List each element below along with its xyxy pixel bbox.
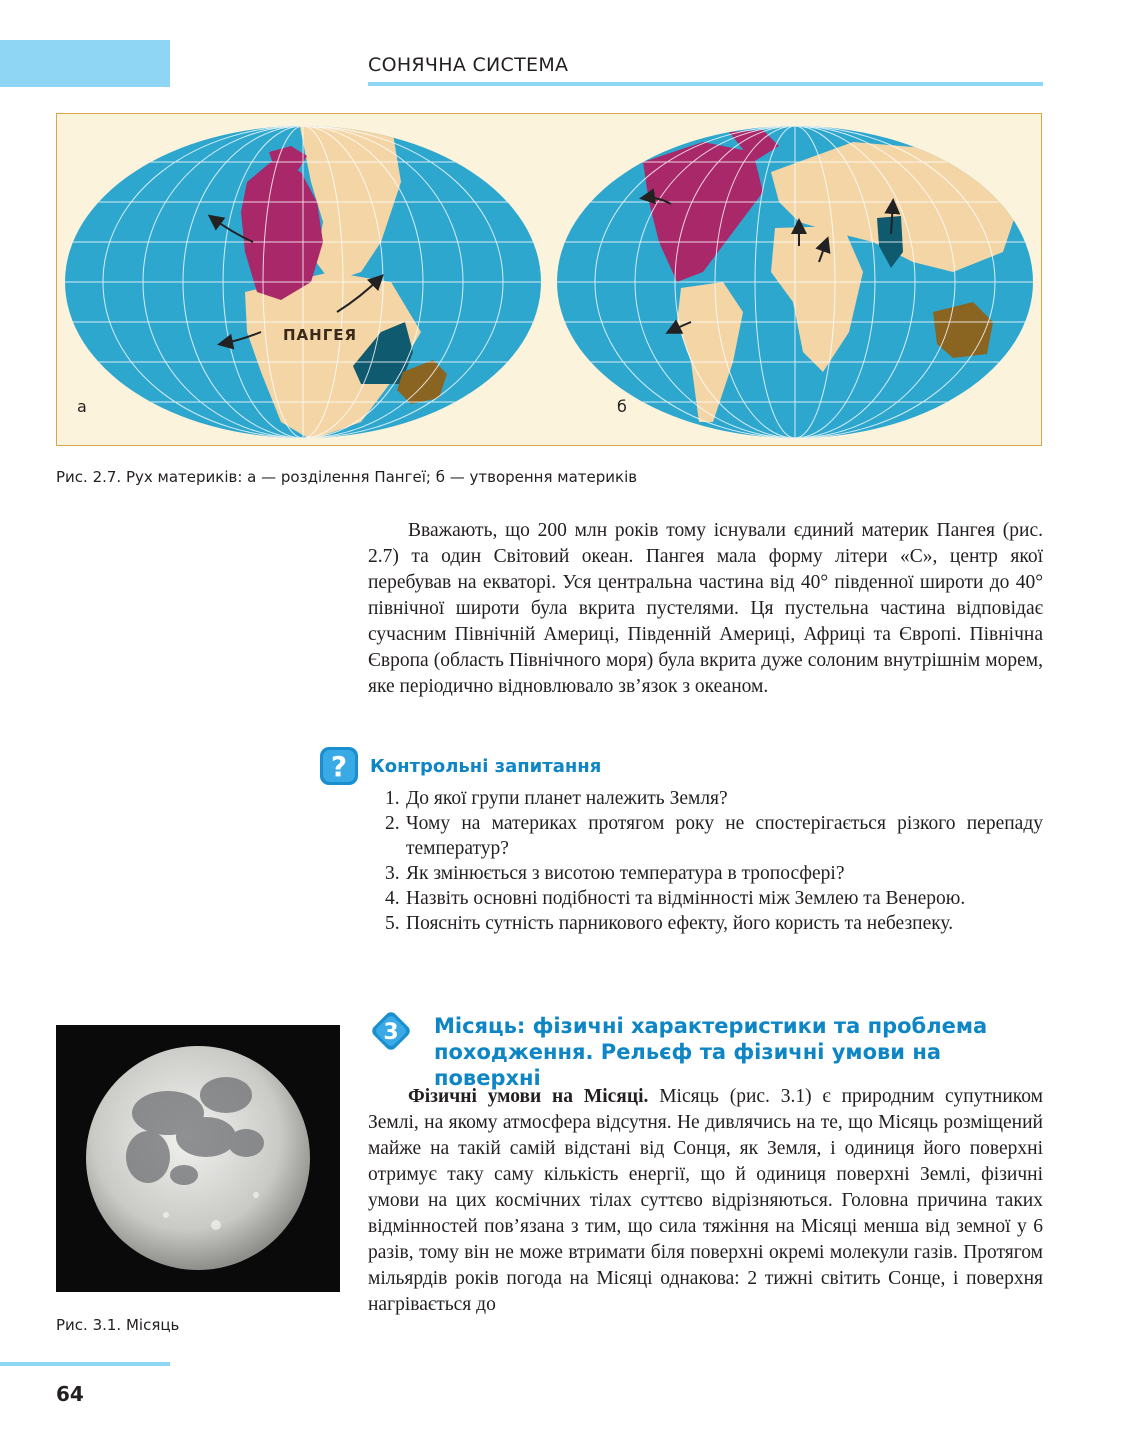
figure-2-7-caption: Рис. 2.7. Рух материків: а — розділення Пангеї; б — утворення материків — [56, 468, 638, 486]
question-item: 2. Чому на материках протягом року не спостерігається різкого перепаду температур? — [385, 813, 1043, 859]
section-title-line: Місяць: фізичні характеристики та проблема — [434, 1014, 988, 1038]
section-number-badge — [368, 1008, 414, 1054]
moon-photo — [56, 1025, 340, 1292]
pangea-map — [61, 122, 545, 442]
chapter-title: СОНЯЧНА СИСТЕМА — [368, 54, 569, 76]
questions-list — [368, 786, 1043, 936]
section-number: 3 — [383, 1020, 399, 1045]
intro-paragraph: Вважають, що 200 млн років тому існували єдиний материк Пангея (рис. 2.7) та один Світовий океан. Пангея мала форму літери «С», центр якої перебував на екваторі. Уся центральна частина від 40° південної широти до 40° північної широти була вкрита пустелями. Ця пустельна частина відповідає сучасним Північній Америці, Південній Америці, Африці та Європі. Північна Європа (область Північного моря) була вкрита дуже солоним внутрішнім морем, яке періодично відновлювало зв’язок з океаном. — [368, 520, 1043, 697]
question-item: 4. Назвіть основні подібності та відмінності між Землею та Венерою. — [385, 888, 966, 909]
figure-2-7 — [56, 113, 1042, 446]
moon-paragraph-text: Місяць (рис. 3.1) є природним супутником Землі, на якому атмосфера відсутня. Не дивлячись на те, що Місяць розміщений майже на такій самій відстані від Сонця, як Земля, і одиниця його поверхні отримує таку саму кількість енергії, що й одиниця поверхні Землі, фізичні умови на цих космічних тілах суттєво відрізняються. Головна причина таких відмінностей пов’язана з тим, що сила тяжіння на Місяці менша від земної у 6 разів, тому він не може втримати біля поверхні окремі молекули газів. Протягом мільярдів років погода на Місяці однакова: 2 тижні світить Сонце, і поверхня нагрівається до — [368, 1086, 1043, 1315]
moon-image — [56, 1025, 340, 1292]
section-title — [434, 1013, 1054, 1091]
section-title-line: походження. Рельєф та фізичні умови на поверхні — [434, 1040, 942, 1090]
moon-paragraph-lead: Фізичні умови на Місяці. — [408, 1086, 649, 1107]
page-number: 64 — [56, 1382, 84, 1406]
footer-rule — [0, 1362, 170, 1366]
modern-continents-map — [553, 122, 1037, 442]
question-icon — [318, 745, 360, 787]
questions-title: Контрольні запитання — [370, 756, 602, 777]
question-item: 1. До якої групи планет належить Земля? — [385, 788, 728, 809]
panel-label-a: а — [77, 397, 87, 416]
question-item: 5. Поясніть сутність парникового ефекту, його користь та небезпеку. — [385, 913, 954, 934]
header-rule — [368, 82, 1043, 86]
header-tab — [0, 40, 170, 87]
figure-3-1-caption: Рис. 3.1. Місяць — [56, 1316, 180, 1334]
svg-text:?: ? — [330, 750, 348, 783]
pangea-label: ПАНГЕЯ — [283, 326, 358, 344]
question-item: 3. Як змінюється з висотою температура в тропосфері? — [385, 863, 845, 884]
panel-label-b: б — [617, 397, 627, 416]
moon-paragraph — [368, 1084, 1043, 1318]
